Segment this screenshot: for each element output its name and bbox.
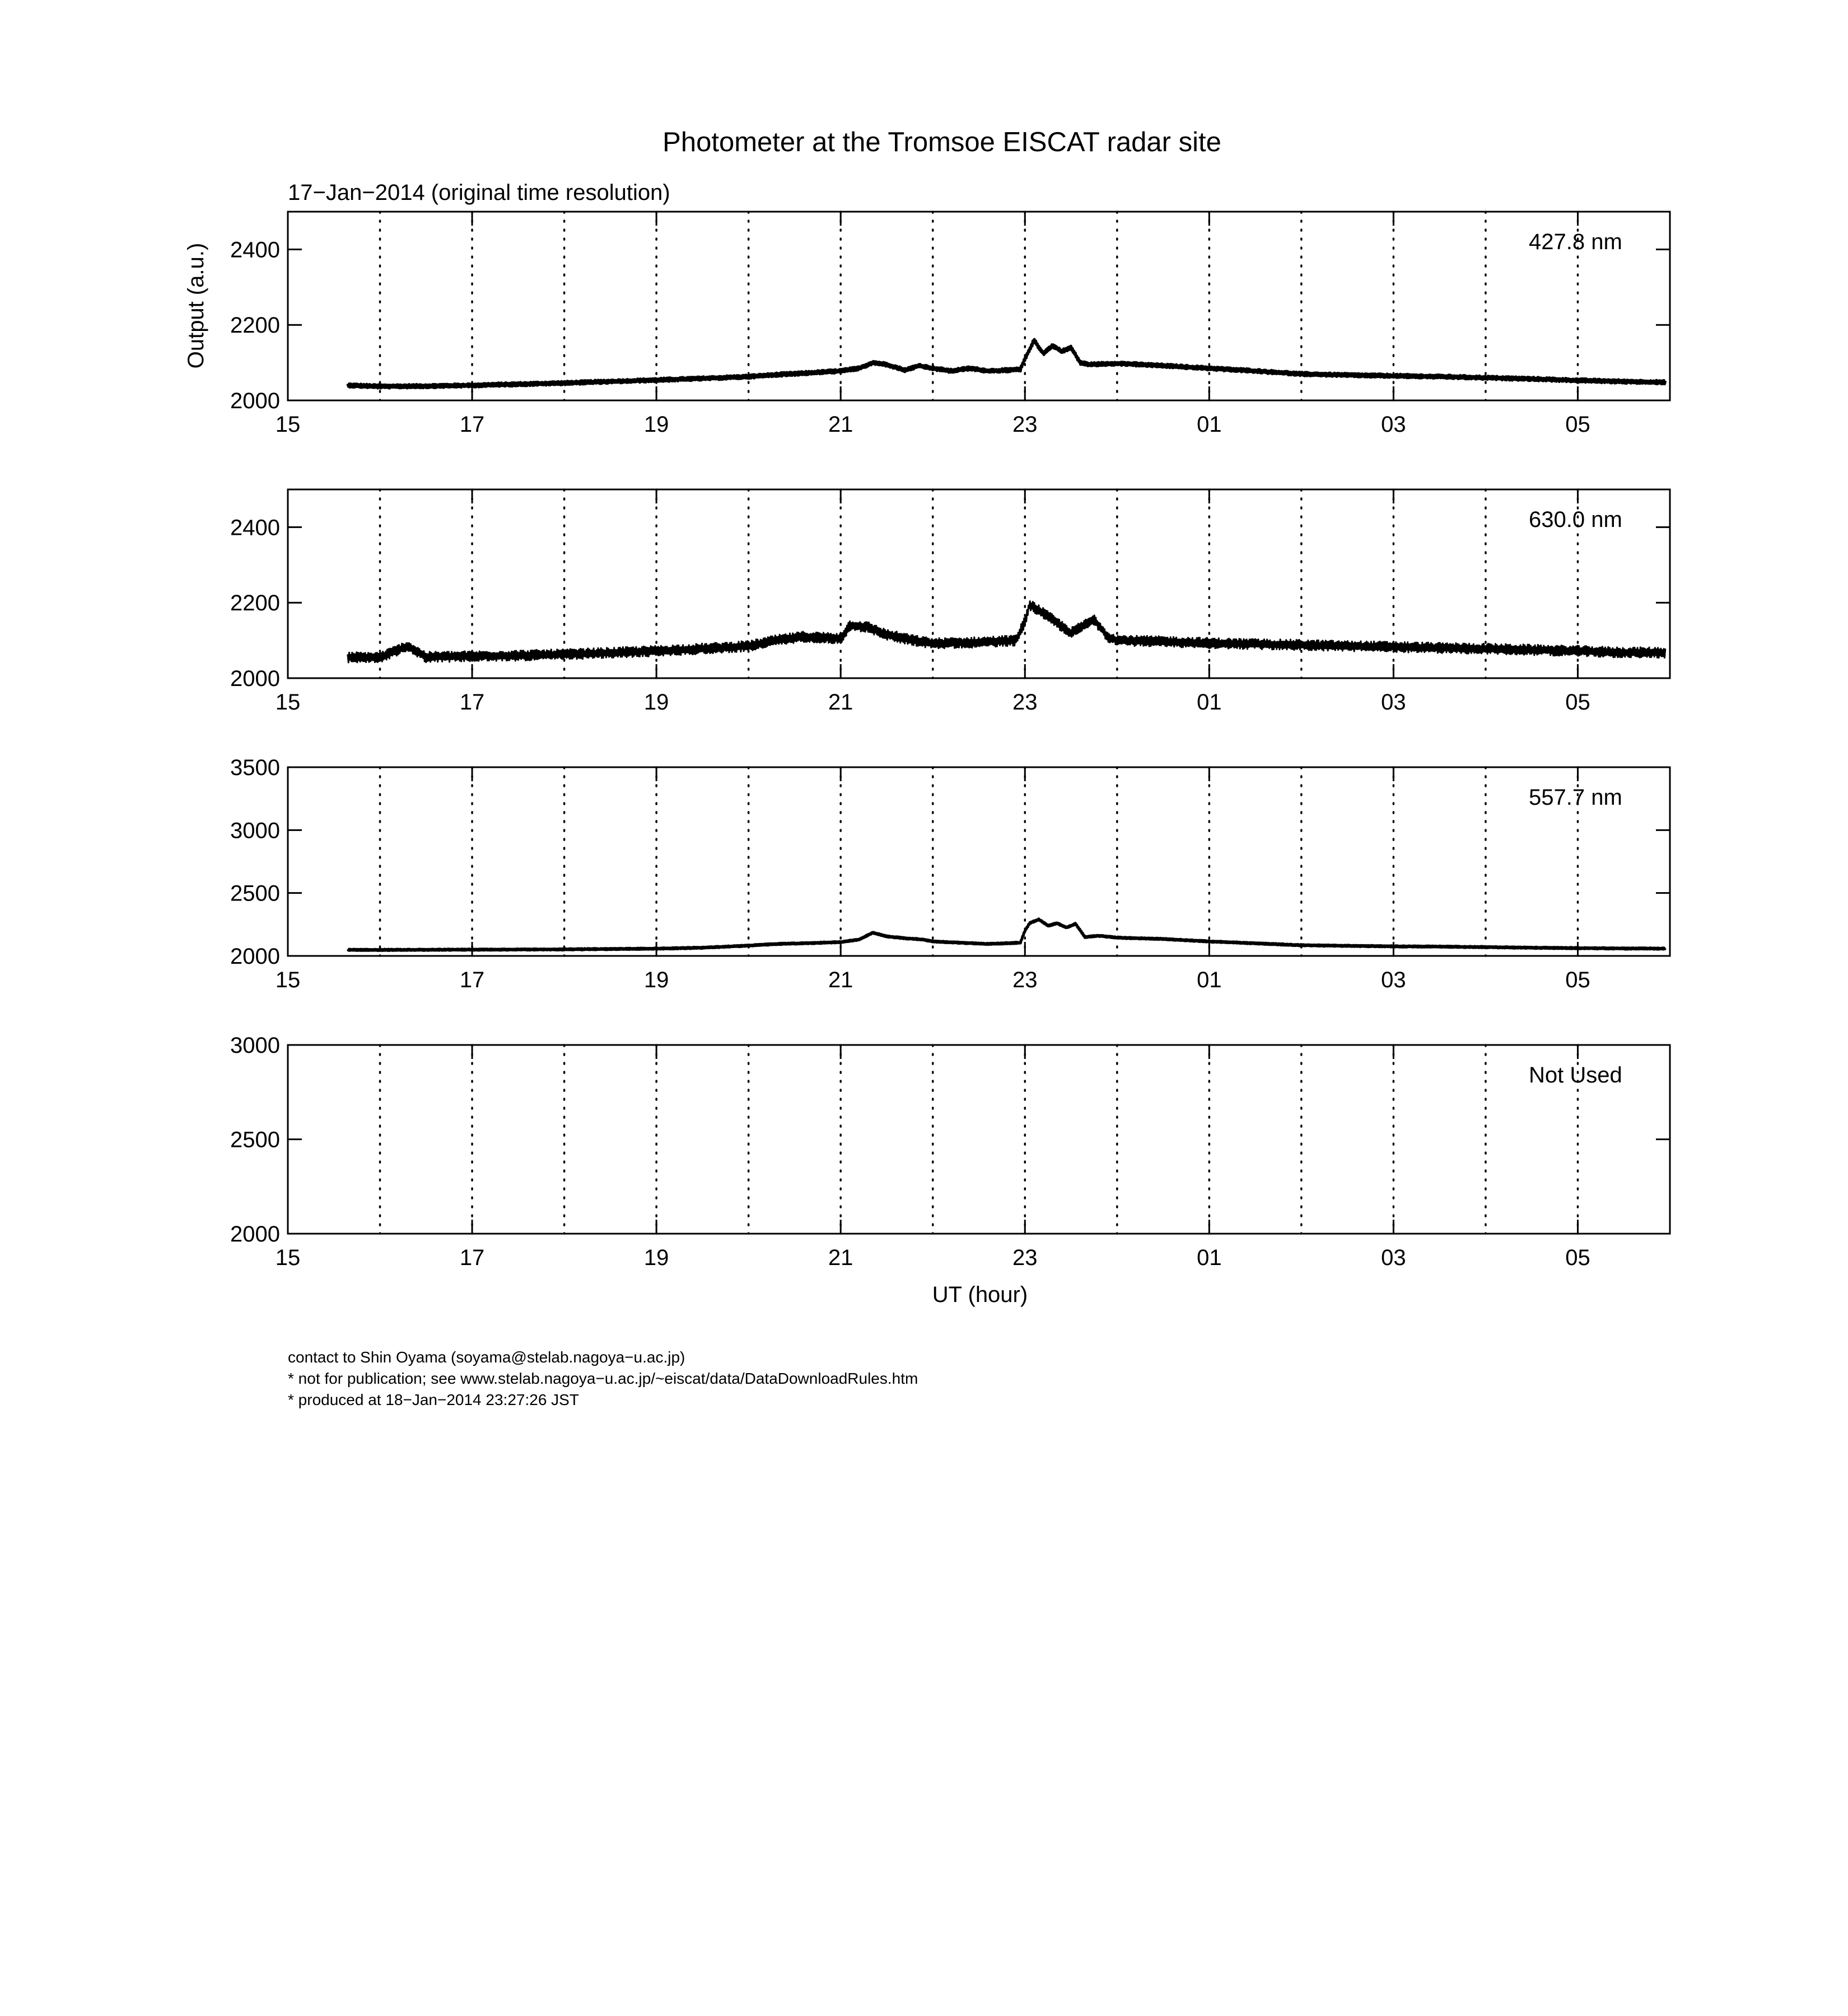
x-tick-label: 05 (1565, 968, 1590, 992)
x-tick-label: 15 (275, 412, 301, 437)
x-tick-label: 19 (643, 412, 669, 437)
y-tick-label: 3000 (230, 1033, 280, 1058)
x-tick-label: 19 (643, 1245, 669, 1270)
x-tick-label: 03 (1381, 690, 1406, 715)
x-tick-label: 01 (1197, 412, 1222, 437)
x-tick-label: 17 (459, 690, 485, 715)
y-tick-label: 2500 (230, 881, 280, 906)
y-axis-label: Output (a.u.) (184, 242, 208, 369)
panel-channel-label: 630.0 nm (1529, 507, 1622, 532)
footer-notes (288, 1347, 1408, 1411)
footer-produced: * produced at 18−Jan−2014 23:27:26 JST (288, 1391, 579, 1408)
panel-1 (230, 212, 1670, 437)
x-tick-label: 23 (1012, 1245, 1038, 1270)
x-tick-label: 15 (275, 968, 301, 992)
y-tick-label: 2000 (230, 1222, 280, 1247)
panels (230, 212, 1670, 1270)
x-tick-label: 19 (643, 690, 669, 715)
x-tick-label: 03 (1381, 412, 1406, 437)
axes-frame (288, 212, 1670, 400)
figure-subtitle: 17−Jan−2014 (original time resolution) (288, 180, 670, 205)
panel-4 (230, 1033, 1670, 1270)
panel-2 (230, 489, 1670, 715)
x-tick-label: 01 (1197, 1245, 1222, 1270)
axes-frame (288, 767, 1670, 956)
panel-channel-label: 557.7 nm (1529, 785, 1622, 810)
y-tick-label: 3000 (230, 818, 280, 843)
x-tick-label: 17 (459, 1245, 485, 1270)
x-tick-label: 21 (828, 690, 853, 715)
x-tick-label: 03 (1381, 1245, 1406, 1270)
x-tick-label: 23 (1012, 690, 1038, 715)
x-tick-label: 23 (1012, 968, 1038, 992)
x-tick-label: 15 (275, 1245, 301, 1270)
y-tick-label: 2400 (230, 237, 280, 263)
footer-contact: contact to Shin Oyama (soyama@stelab.nagoya−u.ac.jp) (288, 1348, 685, 1366)
panel-channel-label: 427.8 nm (1529, 230, 1622, 254)
panel-channel-label: Not Used (1529, 1063, 1622, 1088)
y-tick-label: 3500 (230, 755, 280, 780)
x-tick-label: 01 (1197, 690, 1222, 715)
series-trace-2 (348, 601, 1665, 663)
footer-notice: * not for publication; see www.stelab.nagoya−u.ac.jp/~eiscat/data/DataDownloadRules.htm (288, 1370, 918, 1387)
series-trace-3 (348, 919, 1665, 951)
x-tick-label: 21 (828, 1245, 853, 1270)
x-tick-label: 17 (459, 412, 485, 437)
x-tick-label: 21 (828, 412, 853, 437)
x-tick-label: 05 (1565, 1245, 1590, 1270)
x-tick-label: 01 (1197, 968, 1222, 992)
x-tick-label: 03 (1381, 968, 1406, 992)
x-axis-label: UT (hour) (932, 1282, 1028, 1307)
y-tick-label: 2000 (230, 389, 280, 413)
y-tick-label: 2200 (230, 313, 280, 338)
series-trace-1 (348, 339, 1665, 388)
y-tick-label: 2400 (230, 515, 280, 540)
x-tick-label: 15 (275, 690, 301, 715)
x-tick-label: 21 (828, 968, 853, 992)
y-tick-label: 2500 (230, 1127, 280, 1152)
x-tick-label: 05 (1565, 690, 1590, 715)
y-tick-label: 2000 (230, 666, 280, 691)
x-tick-label: 19 (643, 968, 669, 992)
panel-3 (230, 755, 1670, 992)
y-tick-label: 2200 (230, 591, 280, 616)
figure-title: Photometer at the Tromsoe EISCAT radar site (662, 127, 1221, 157)
axes-frame (288, 1045, 1670, 1234)
x-tick-label: 23 (1012, 412, 1038, 437)
x-tick-label: 17 (459, 968, 485, 992)
x-tick-label: 05 (1565, 412, 1590, 437)
y-tick-label: 2000 (230, 944, 280, 969)
